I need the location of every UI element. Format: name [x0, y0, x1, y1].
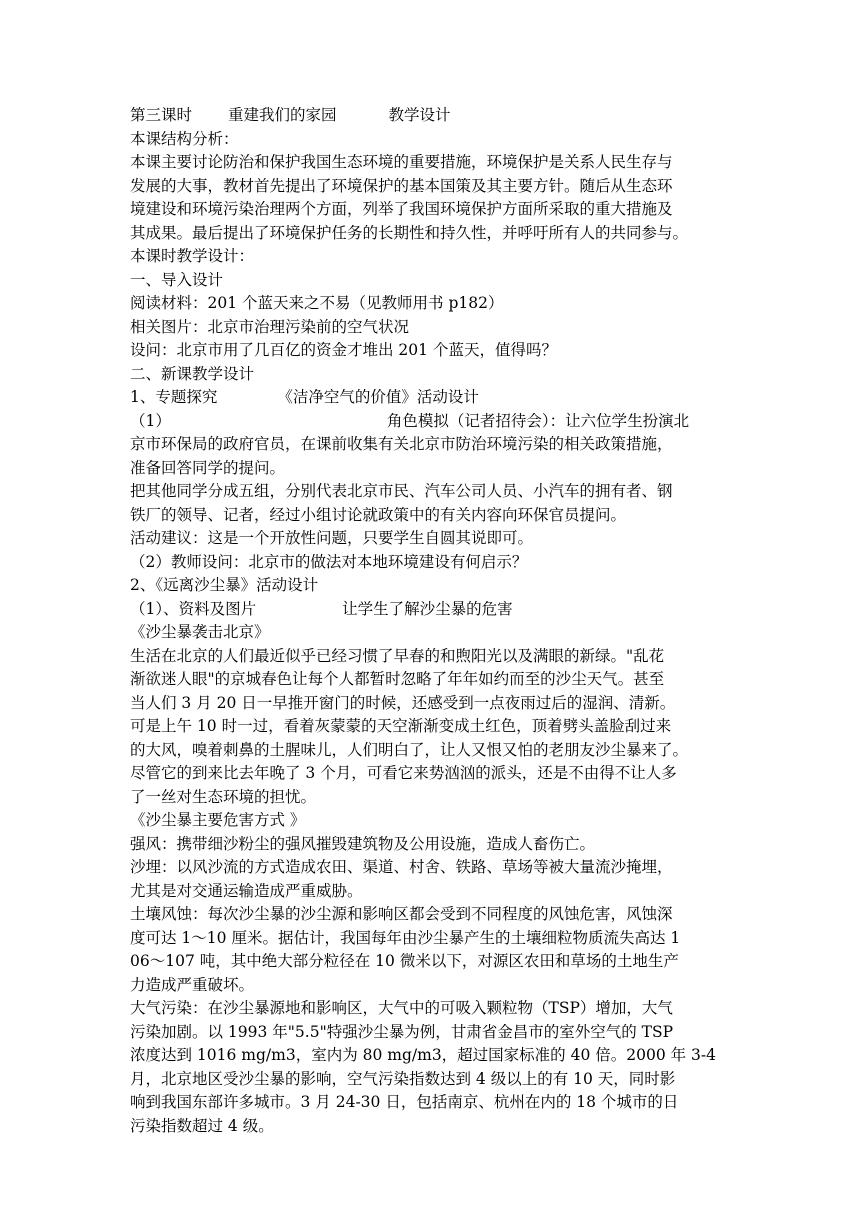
harm-line: 污染指数超过 4 级。: [130, 1116, 274, 1135]
harm-line: 强风：携带细沙粉尘的强风摧毁建筑物及公用设施，造成人畜伤亡。: [130, 834, 596, 853]
role-play-detail: 准备回答同学的提问。: [130, 458, 286, 477]
role-play-number: （1）: [130, 411, 171, 430]
title-lesson-number: 第三课时: [130, 106, 193, 124]
harm-line: 月，北京地区受沙尘暴的影响，空气污染指数达到 4 级以上的有 10 天，同时影: [130, 1069, 676, 1088]
intro-heading: 一、导入设计: [130, 270, 224, 289]
lesson-title: [130, 104, 742, 128]
structure-heading: 本课结构分析：: [130, 129, 239, 148]
design-heading: 本课时教学设计：: [130, 247, 255, 265]
harm-line: 土壤风蚀：每次沙尘暴的沙尘源和影响区都会受到不同程度的风蚀危害，风蚀深: [130, 905, 673, 923]
structure-line: 发展的大事，教材首先提出了环境保护的基本国策及其主要方针。随后从生态环: [130, 176, 673, 195]
role-play-line: [130, 410, 742, 434]
reading-material: 阅读材料：201 个蓝天来之不易（见教师用书 p182）: [130, 294, 504, 312]
article-line: 当人们 3 月 20 日一早推开窗门的时候，还感受到一点夜雨过后的湿润、清新。: [130, 693, 676, 712]
article-line: 生活在北京的人们最近似乎已经习惯了早春的和煦阳光以及满眼的新绿。"乱花: [130, 646, 665, 665]
article-line: 的大风，嗅着刺鼻的土腥味儿，人们明白了，让人又恨又怕的老朋友沙尘暴来了。: [130, 740, 689, 759]
title-lesson-name: 重建我们的家园: [228, 106, 337, 124]
harm-title: 《沙尘暴主要危害方式 》: [130, 811, 306, 829]
new-lesson-heading: 二、新课教学设计: [130, 364, 255, 383]
role-play-detail: （2）教师设问：北京市的做法对本地环境建设有何启示？: [130, 552, 528, 571]
topic-one-line: [130, 386, 742, 410]
article-line: 了一丝对生态环境的担忧。: [130, 787, 317, 806]
role-play-detail: 京市环保局的政府官员，在课前收集有关北京市防治环境污染的相关政策措施，: [130, 435, 673, 453]
document-page: [130, 104, 742, 1138]
structure-line: 本课主要讨论防治和保护我国生态环境的重要措施，环境保护是关系人民生存与: [130, 153, 673, 171]
material-purpose: 让学生了解沙尘暴的危害: [342, 599, 513, 618]
intro-question: 设问：北京市用了几百亿的资金才堆出 201 个蓝天，值得吗？: [130, 341, 557, 359]
structure-line: 其成果。最后提出了环境保护任务的长期性和持久性，并呼吁所有人的共同参与。: [130, 223, 689, 242]
article-line: 可是上午 10 时一过，看着灰蒙蒙的天空渐渐变成土红色，顶着劈头盖脸刮过来: [130, 717, 672, 735]
harm-line: 浓度达到 1016 mg/m3，室内为 80 mg/m3，超过国家标准的 40 倍。2000 年 3-4: [130, 1046, 717, 1064]
harm-line: 06～107 吨，其中绝大部分粒径在 10 微米以下，对源区农田和草场的土地生产: [130, 952, 679, 970]
topic-one-label: 1、专题探究: [130, 388, 218, 406]
harm-line: 大气污染：在沙尘暴源地和影响区，大气中的可吸入颗粒物（TSP）增加，大气: [130, 999, 673, 1017]
title-design-label: 教学设计: [388, 106, 451, 124]
structure-line: 境建设和环境污染治理两个方面，列举了我国环境保护方面所采取的重大措施及: [130, 200, 673, 218]
harm-line: 沙埋：以风沙流的方式造成农田、渠道、村舍、铁路、草场等被大量流沙掩埋，: [130, 858, 673, 876]
related-picture: 相关图片：北京市治理污染前的空气状况: [130, 317, 410, 336]
article-title: 《沙尘暴袭击北京》: [130, 623, 270, 641]
harm-line: 力造成严重破坏。: [130, 975, 255, 994]
role-play-detail: 把其他同学分成五组，分别代表北京市民、汽车公司人员、小汽车的拥有者、钢: [130, 482, 673, 500]
harm-line: 污染加剧。以 1993 年"5.5"特强沙尘暴为例，甘肃省金昌市的室外空气的 TSP: [130, 1022, 674, 1041]
topic-two-heading: 2、《远离沙尘暴》活动设计: [130, 576, 319, 594]
harm-line: 度可达 1～10 厘米。据估计，我国每年由沙尘暴产生的土壤细粒物质流失高达 1: [130, 928, 681, 947]
article-line: 渐欲迷人眼"的京城春色让每个人都暂时忽略了年年如约而至的沙尘天气。甚至: [130, 670, 665, 688]
material-line: [130, 598, 742, 622]
role-play-detail: 活动建议：这是一个开放性问题，只要学生自圆其说即可。: [130, 529, 534, 547]
role-play-text: 角色模拟（记者招待会）：让六位学生扮演北: [386, 411, 690, 430]
harm-line: 响到我国东部许多城市。3 月 24-30 日，包括南京、杭州在内的 18 个城市的日: [130, 1093, 679, 1111]
material-label: （1）、资料及图片: [130, 599, 257, 618]
harm-line: 尤其是对交通运输造成严重威胁。: [130, 881, 363, 900]
role-play-detail: 铁厂的领导、记者，经过小组讨论就政策中的有关内容向环保官员提问。: [130, 505, 627, 524]
article-line: 尽管它的到来比去年晚了 3 个月，可看它来势汹汹的派头，还是不由得不让人多: [130, 764, 677, 782]
topic-one-title: 《洁净空气的价值》活动设计: [277, 388, 479, 406]
